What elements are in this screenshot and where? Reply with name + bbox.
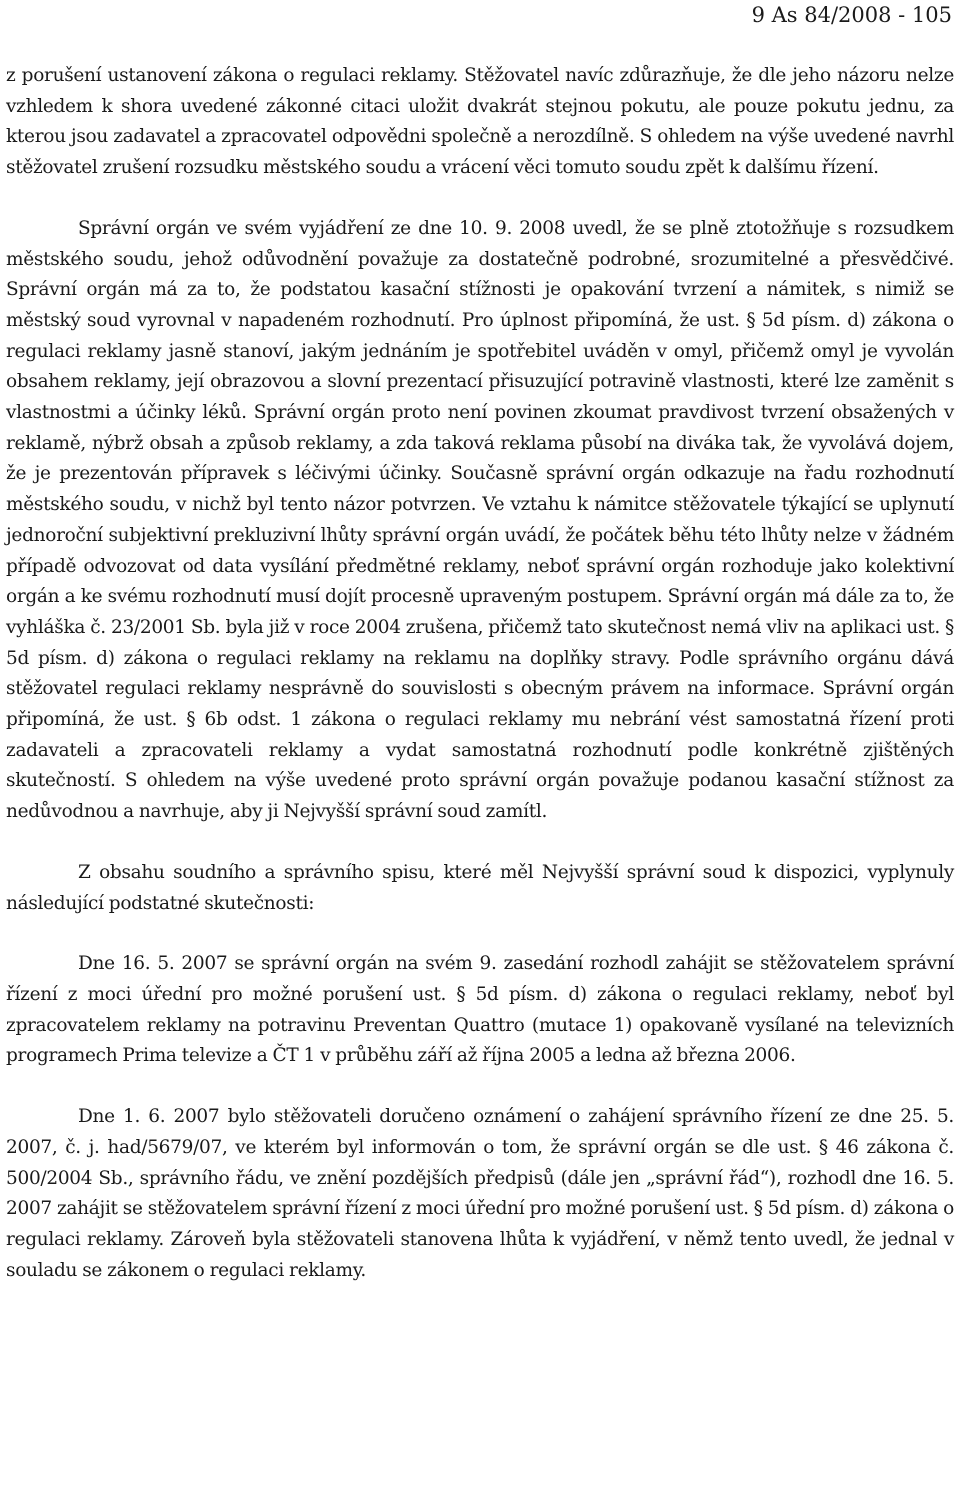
paragraph-continuation: z porušení ustanovení zákona o regulaci reklamy. Stěžovatel navíc zdůrazňuje, že dle jeho názoru nelze vzhledem k shora uvedené zákonné citaci uložit dvakrát stejnou pokutu, ale pouze pokutu jednu, za kterou jsou zadavatel a zpracovatel odpovědni společně a nerozdílně. S ohledem na výše uvedené navrhl stěžovatel zrušení rozsudku městského soudu a vrácení věci tomuto soudu zpět k dalšímu řízení. [6, 65, 954, 179]
case-reference: 9 As 84/2008 - 105 [751, 3, 952, 27]
paragraph-proceedings-opened: Dne 16. 5. 2007 se správní orgán na svém 9. zasedání rozhodl zahájit se stěžovatelem správní řízení z moci úřední pro možné porušení ust. § 5d písm. d) zákona o regulaci reklamy, neboť byl zpracovatelem reklamy na potravinu Preventan Quattro (mutace 1) opakovaně vysílané na televizních programech Prima televize a ČT 1 v průběhu září až října 2005 a ledna až března 2006. [6, 953, 954, 1067]
paragraph-file-findings: Z obsahu soudního a správního spisu, které měl Nejvyšší správní soud k dispozici, vyplynuly následující podstatné skutečnosti: [6, 861, 954, 914]
paragraph-notice-delivered: Dne 1. 6. 2007 bylo stěžovateli doručeno oznámení o zahájení správního řízení ze dne 25. 5. 2007, č. j. had/5679/07, ve kterém byl informován o tom, že správní orgán se dle ust. § 46 zákona č. 500/2004 Sb., správního řádu, ve znění pozdějších předpisů (dále jen „správní řád“), rozhodl dne 16. 5. 2007 zahájit se stěžovatelem správní řízení z moci úřední pro možné porušení ust. § 5d písm. d) zákona o regulaci reklamy. Zároveň byla stěžovateli stanovena lhůta k vyjádření, v němž tento uvedl, že jednal v souladu se zákonem o regulaci reklamy. [6, 1106, 954, 1281]
paragraph-authority-statement: Správní orgán ve svém vyjádření ze dne 10. 9. 2008 uvedl, že se plně ztotožňuje s rozsudkem městského soudu, jehož odůvodnění považuje za dostatečně podrobné, srozumitelné a přesvědčivé. Správní orgán má za to, že podstatou kasační stížnosti je opakování tvrzení a námitek, s nimiž se městský soud vyrovnal v napadeném rozhodnutí. Pro úplnost připomíná, že ust. § 5d písm. d) zákona o regulaci reklamy jasně stanoví, jakým jednáním je spotřebitel uváděn v omyl, přičemž omyl je vyvolán obsahem reklamy, její obrazovou a slovní prezentací přisuzující potravině vlastnosti, které lze zaměnit s vlastnostmi a účinky léků. Správní orgán proto není povinen zkoumat pravdivost tvrzení obsažených v reklamě, nýbrž obsah a způsob reklamy, a zda taková reklama působí na diváka tak, že vyvolává dojem, že je prezentován přípravek s léčivými účinky. Současně správní orgán odkazuje na řadu rozhodnutí městského soudu, v nichž byl tento názor potvrzen. Ve vztahu k námitce stěžovatele týkající se uplynutí jednoroční subjektivní prekluzivní lhůty správní orgán uvádí, že počátek běhu této lhůty nelze v žádném případě odvozovat od data vysílání předmětné reklamy, neboť správní orgán rozhoduje jako kolektivní orgán a ke svému rozhodnutí musí dojít procesně upraveným postupem. Správní orgán má dále za to, že vyhláška č. 23/2001 Sb. byla již v roce 2004 zrušena, přičemž tato skutečnost nemá vliv na aplikaci ust. § 5d písm. d) zákona o regulaci reklamy na reklamu na doplňky stravy. Podle správního orgánu dává stěžovatel regulaci reklamy nesprávně do souvislosti s obecným právem na informace. Správní orgán připomíná, že ust. § 6b odst. 1 zákona o regulaci reklamy mu nebrání vést samostatná řízení proti zadavateli a zpracovateli reklamy a vydat samostatná rozhodnutí podle konkrétně zjištěných skutečností. S ohledem na výše uvedené proto správní orgán považuje podanou kasační stížnost za nedůvodnou a navrhuje, aby ji Nejvyšší správní soud zamítl. [6, 217, 954, 823]
